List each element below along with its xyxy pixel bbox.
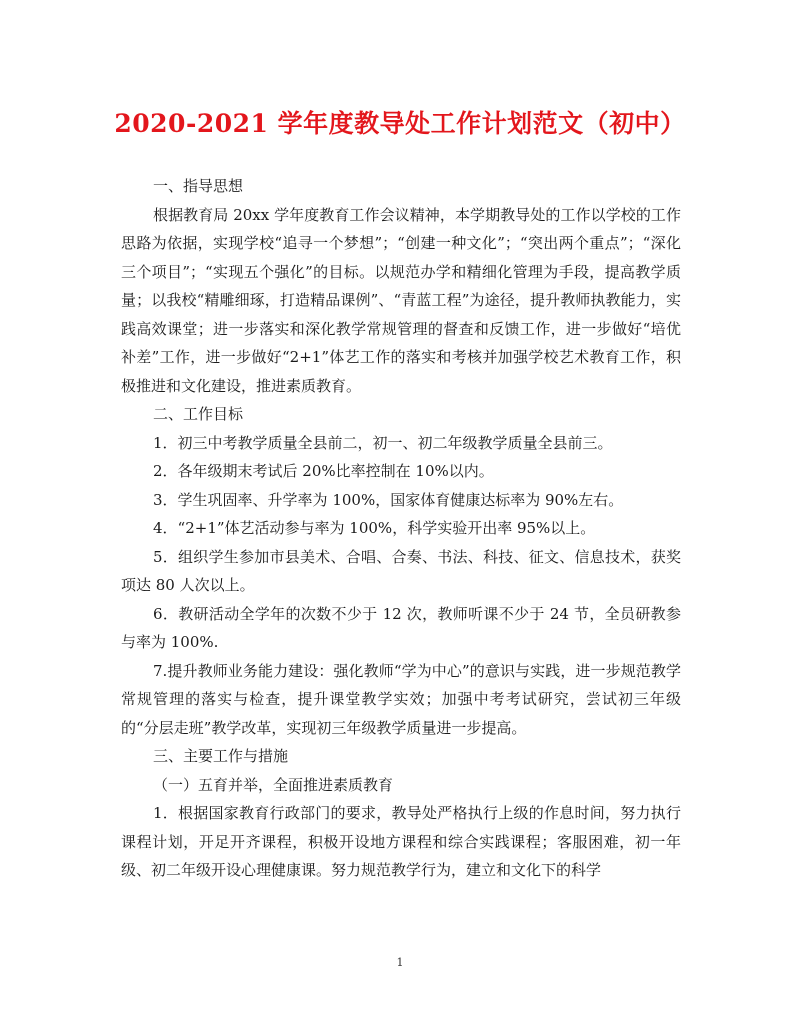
paragraph-guiding-thought: 根据教育局 20xx 学年度教育工作会议精神，本学期教导处的工作以学校的工作思路为依据，实现学校“追寻一个梦想”；“创建一种文化”；“突出两个重点”；“深化三个项目”；“实现五个强化”的目标。以规范办学和精细化管理为手段，提高教学质量；以我校“精雕细琢，打造精品课例”、“青蓝工程”为途径，提升教师执教能力，实践高效课堂；进一步落实和深化教学常规管理的督查和反馈工作，进一步做好“培优补差”工作，进一步做好“2+1”体艺工作的落实和考核并加强学校艺术教育工作，积极推进和文化建设，推进素质教育。 (121, 205, 681, 395)
subsection-heading-1: （一）五育并举，全面推进素质教育 (153, 775, 394, 794)
section-heading-2: 二、工作目标 (153, 405, 244, 423)
goal-item-5: 5．组织学生参加市县美术、合唱、合奏、书法、科技、征文、信息技术，获奖项达 80 人次以上。 (121, 547, 681, 594)
section-heading-3: 三、主要工作与措施 (153, 747, 289, 765)
section-heading-1: 一、指导思想 (153, 177, 244, 195)
measure-item-1: 1．根据国家教育行政部门的要求，教导处严格执行上级的作息时间，努力执行课程计划，开足开齐课程，积极开设地方课程和综合实践课程；客服困难，初一年级、初二年级开设心理健康课。努力规范教学行为，建立和文化下的科学 (121, 804, 681, 879)
goal-item-1: 1．初三中考教学质量全县前二，初一、初二年级教学质量全县前三。 (153, 433, 613, 452)
goal-item-7: 7.提升教师业务能力建设：强化教师“学为中心”的意识与实践，进一步规范教学常规管理的落实与检查，提升课堂教学实效；加强中考考试研究，尝试初三年级的“分层走班”教学改革，实现初三年级教学质量进一步提高。 (121, 661, 681, 737)
goal-item-2: 2．各年级期末考试后 20%比率控制在 10%以内。 (153, 462, 494, 480)
goal-item-4: 4．“2+1”体艺活动参与率为 100%，科学实验开出率 95%以上。 (153, 519, 596, 537)
goal-item-6: 6．教研活动全学年的次数不少于 12 次，教师听课不少于 24 节，全员研教参与率为 100%. (121, 604, 681, 651)
goal-item-3: 3．学生巩固率、升学率为 100%，国家体育健康达标率为 90%左右。 (153, 490, 624, 509)
page-number: 1 (396, 956, 404, 969)
document-title: 2020-2021 学年度教导处工作计划范文（初中） (114, 109, 686, 138)
document-body (121, 172, 681, 885)
